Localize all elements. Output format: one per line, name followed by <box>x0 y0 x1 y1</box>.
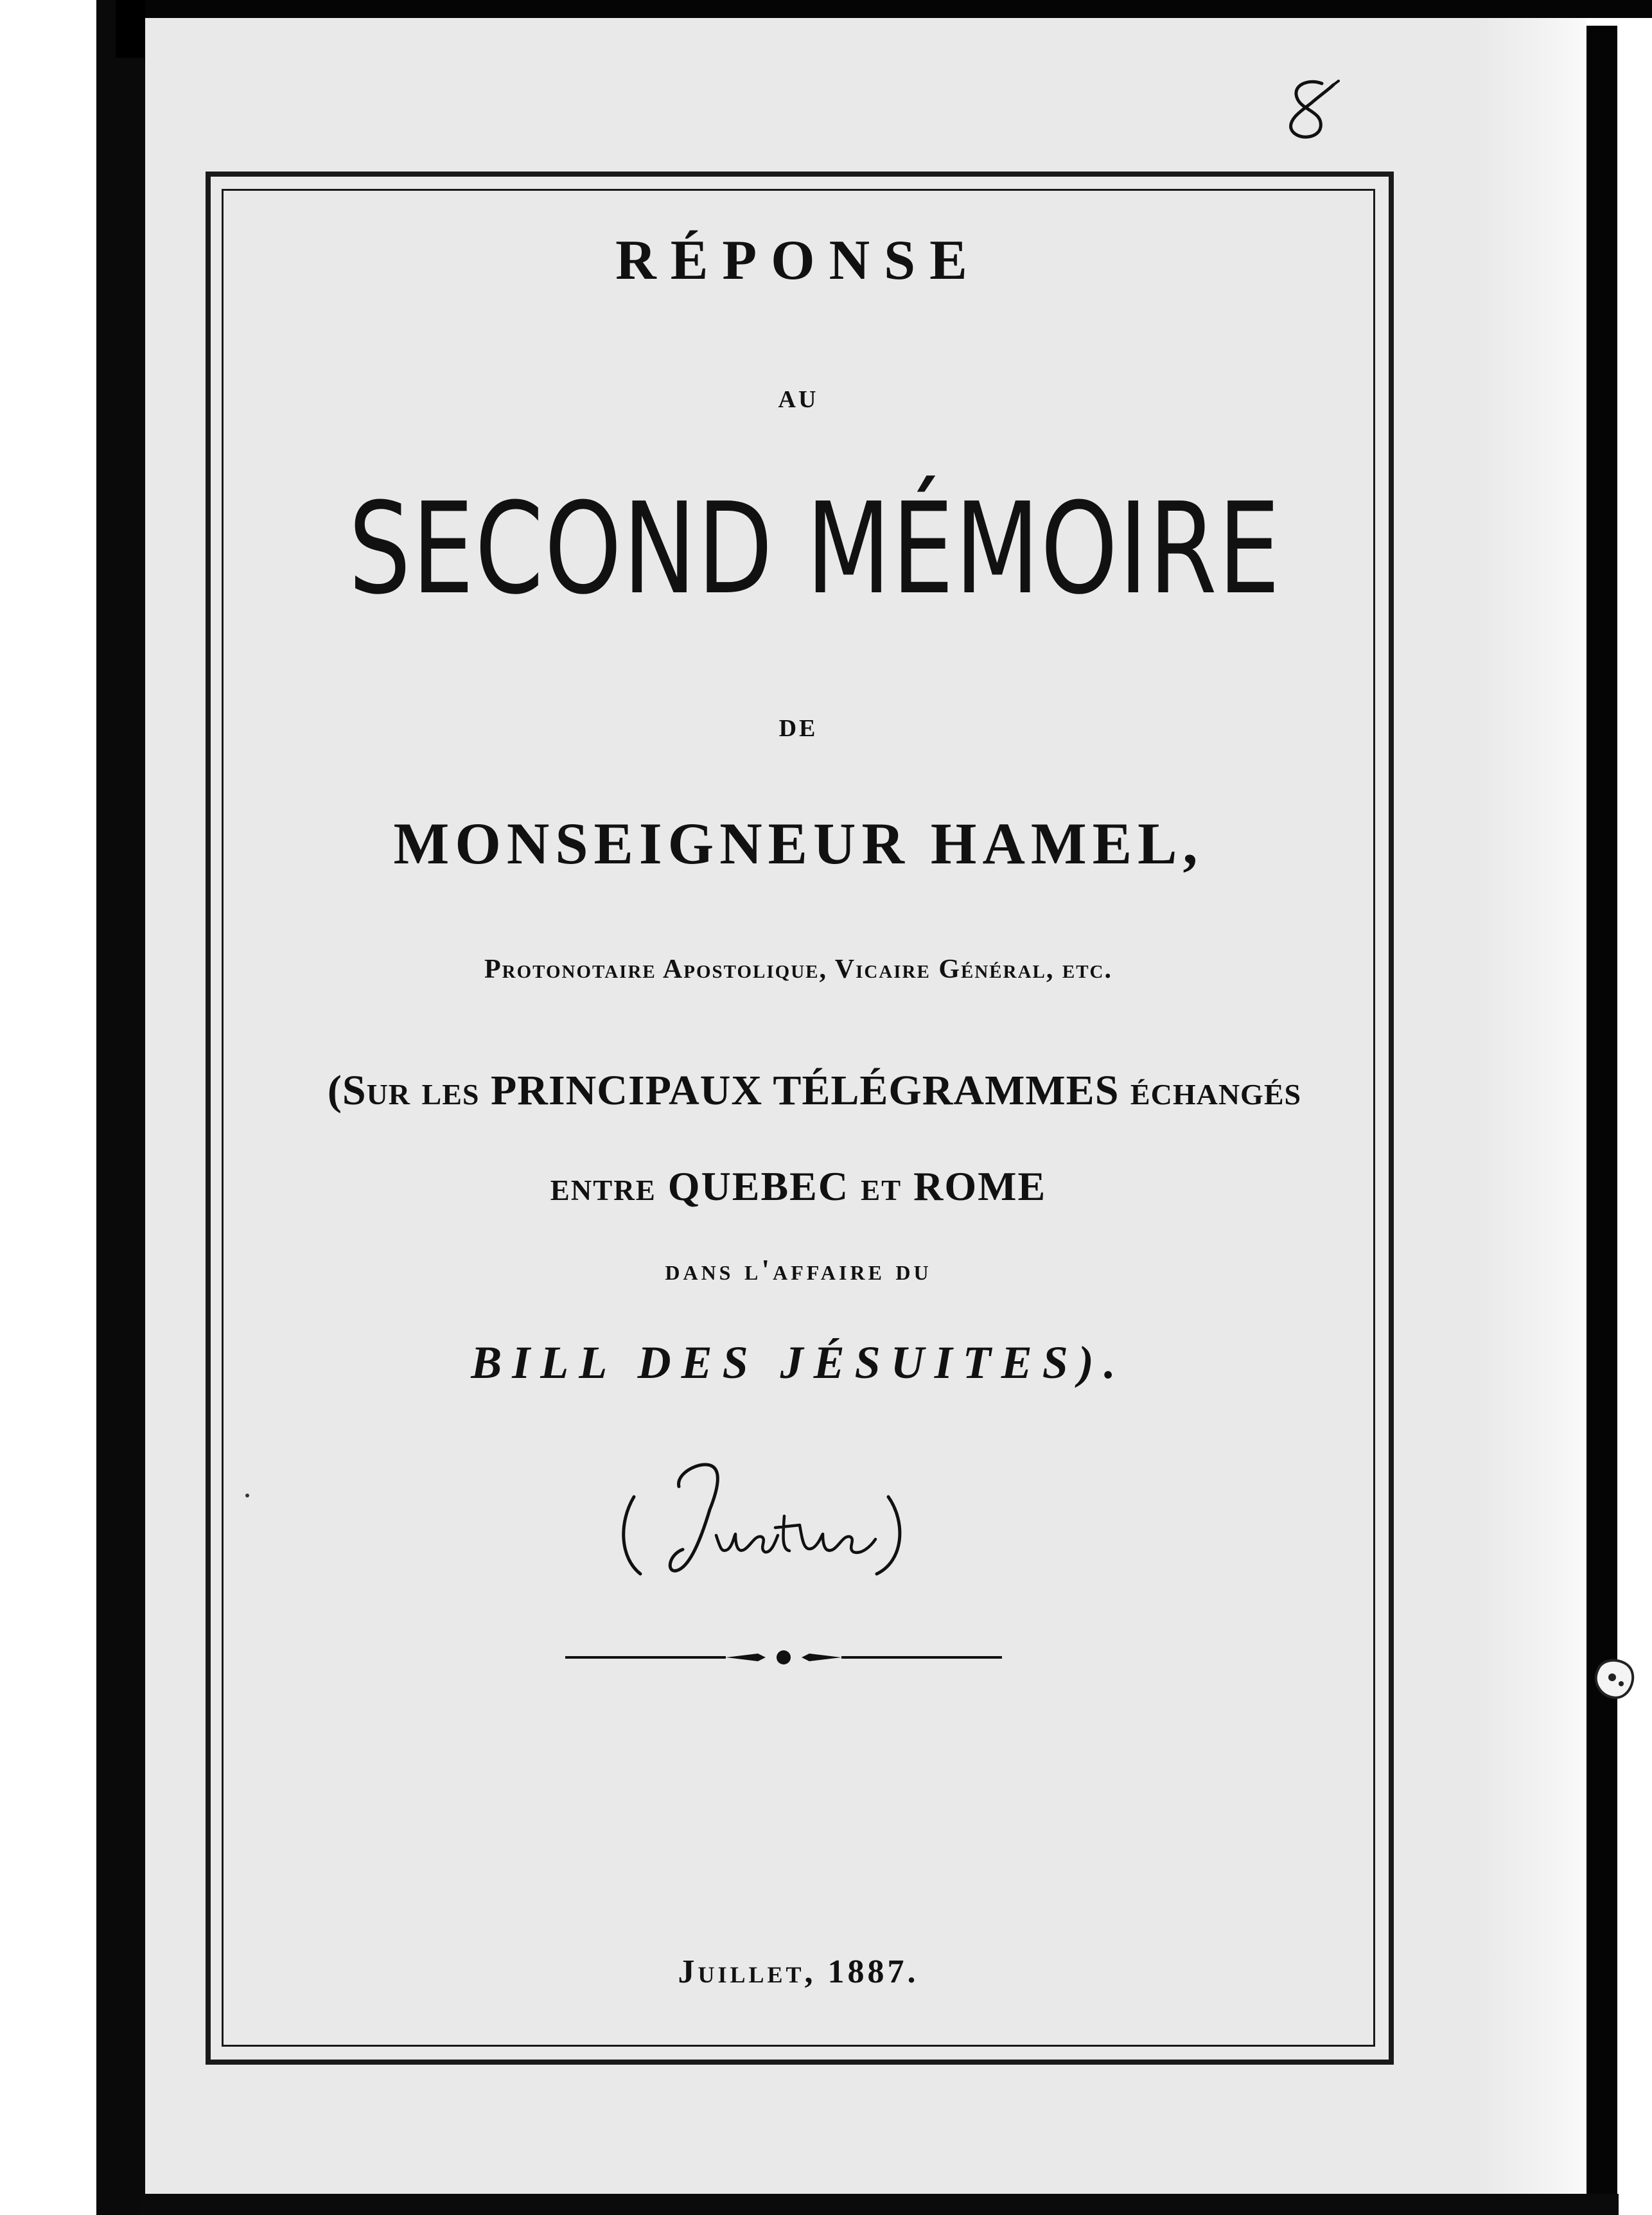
connector-de: DE <box>778 715 818 742</box>
scan-border-top <box>0 0 1652 18</box>
connector-au: AU <box>778 386 819 413</box>
subtitle-line-3: dans l'affaire du <box>665 1253 932 1286</box>
ornamental-rule <box>565 1638 1002 1677</box>
scan-border-notch <box>116 0 145 58</box>
publication-date: Juillet, 1887. <box>678 1954 919 1990</box>
subtitle-line-2: entre QUEBEC et ROME <box>550 1163 1047 1209</box>
handwritten-page-number <box>1272 76 1349 146</box>
edge-stain <box>1593 1654 1638 1706</box>
scan-margin-left <box>0 0 96 2215</box>
handwritten-signature <box>607 1439 928 1593</box>
subtitle-line-1: (Sur les PRINCIPAUX TÉLÉGRAMMES échangés <box>327 1067 1302 1114</box>
author-titles: Protonotaire Apostolique, Vicaire Général, etc. <box>484 955 1112 984</box>
author-name: MONSEIGNEUR HAMEL, <box>393 811 1204 876</box>
inner-frame <box>222 189 1375 2047</box>
scan-border-right <box>1586 26 1617 2215</box>
ink-speck <box>245 1494 249 1497</box>
scan-border-bottom <box>141 2194 1619 2215</box>
paper-right-shade <box>1477 18 1586 2194</box>
main-title: SECOND MÉMOIRE <box>348 476 1281 622</box>
title-reponse: RÉPONSE <box>615 229 981 292</box>
subtitle-line-4: BILL DES JÉSUITES). <box>471 1337 1126 1388</box>
